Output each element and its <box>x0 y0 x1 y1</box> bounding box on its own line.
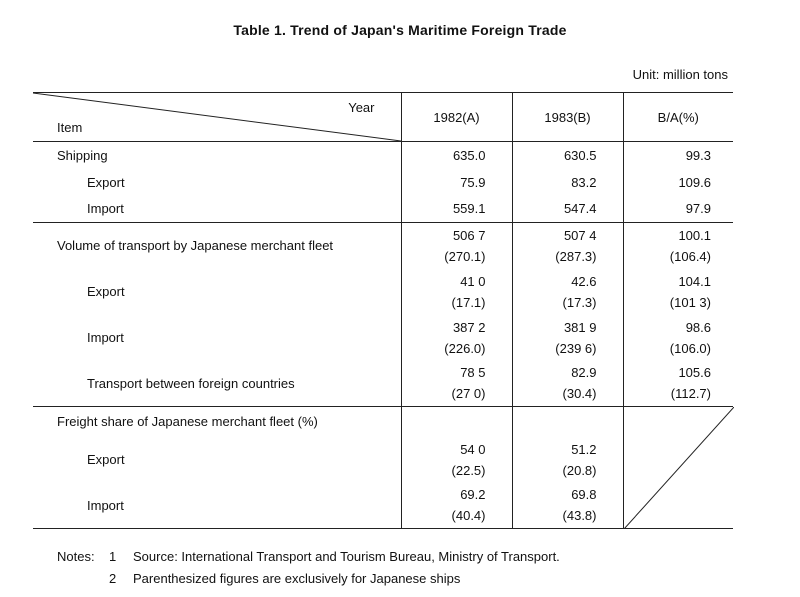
table-row <box>33 142 733 169</box>
cell-empty <box>512 407 623 437</box>
cell-value: 69.8 (43.8) <box>512 483 623 529</box>
unit-label: Unit: million tons <box>632 67 728 82</box>
header-year-label: Year <box>348 100 375 115</box>
cell-value: 100.1 (106.4) <box>623 223 733 269</box>
header-item-year-cell <box>33 93 401 142</box>
row-label-shipping-export: Export <box>87 174 125 190</box>
table-row <box>33 315 733 361</box>
page-title: Table 1. Trend of Japan's Maritime Foreign Trade <box>233 22 567 38</box>
cell-value: 506 7 (270.1) <box>401 223 512 269</box>
cell-value: 78 5 (27 0) <box>401 361 512 407</box>
cell-value: 630.5 <box>512 142 623 169</box>
table-row <box>33 361 733 407</box>
table-row <box>33 407 733 437</box>
row-label-freight-export: Export <box>87 452 125 467</box>
table-row <box>33 269 733 315</box>
ratio-not-applicable-cell <box>623 407 733 529</box>
cell-value: 387 2 (226.0) <box>401 315 512 361</box>
table-row <box>33 223 733 269</box>
cell-value: 507 4 (287.3) <box>512 223 623 269</box>
cell-value: 69.2 (40.4) <box>401 483 512 529</box>
cell-value: 559.1 <box>401 196 512 223</box>
cell-value: 82.9 (30.4) <box>512 361 623 407</box>
cell-value: 41 0 (17.1) <box>401 269 512 315</box>
cell-value: 109.6 <box>623 169 733 196</box>
note-text: Parenthesized figures are exclusively for Japanese ships <box>133 571 461 586</box>
note-number: 1 <box>109 549 117 564</box>
trade-table <box>33 92 733 529</box>
cell-value: 99.3 <box>623 142 733 169</box>
note-number: 2 <box>109 571 117 586</box>
notes-lead: Notes: <box>57 549 95 564</box>
cell-value: 42.6 (17.3) <box>512 269 623 315</box>
header-col-1983: 1983(B) <box>512 93 623 142</box>
cell-value: 547.4 <box>512 196 623 223</box>
trade-table-container <box>33 92 733 529</box>
table-notes <box>57 546 560 590</box>
cell-value: 51.2 (20.8) <box>512 437 623 483</box>
note-item <box>57 546 560 568</box>
table-row <box>33 169 733 196</box>
cell-value: 381 9 (239 6) <box>512 315 623 361</box>
row-label-shipping: Shipping <box>57 147 108 163</box>
header-col-ratio: B/A(%) <box>623 93 733 142</box>
ratio-diagonal-line <box>624 407 734 529</box>
cell-value: 75.9 <box>401 169 512 196</box>
cell-value: 104.1 (101 3) <box>623 269 733 315</box>
cell-value: 635.0 <box>401 142 512 169</box>
cell-empty <box>401 407 512 437</box>
header-diagonal-line <box>33 93 401 141</box>
row-label-freight-import: Import <box>87 497 124 513</box>
cell-value: 97.9 <box>623 196 733 223</box>
row-label-volume: Volume of transport by Japanese merchant fleet <box>57 238 334 254</box>
cell-value: 105.6 (112.7) <box>623 361 733 407</box>
header-item-label: Item <box>57 120 83 135</box>
cell-value: 83.2 <box>512 169 623 196</box>
row-label-shipping-import: Import <box>87 201 124 217</box>
note-text: Source: International Transport and Tourism Bureau, Ministry of Transport. <box>133 549 560 564</box>
cell-value: 54 0 (22.5) <box>401 437 512 483</box>
header-col-1982: 1982(A) <box>401 93 512 142</box>
table-row <box>33 196 733 223</box>
row-label-volume-export: Export <box>87 284 125 299</box>
row-label-freight-share: Freight share of Japanese merchant fleet (%) <box>57 414 318 430</box>
row-label-volume-import: Import <box>87 330 124 345</box>
row-label-volume-foreign: Transport between foreign countries <box>87 375 295 391</box>
note-item <box>57 568 560 590</box>
cell-value: 98.6 (106.0) <box>623 315 733 361</box>
table-header-row <box>33 93 733 142</box>
